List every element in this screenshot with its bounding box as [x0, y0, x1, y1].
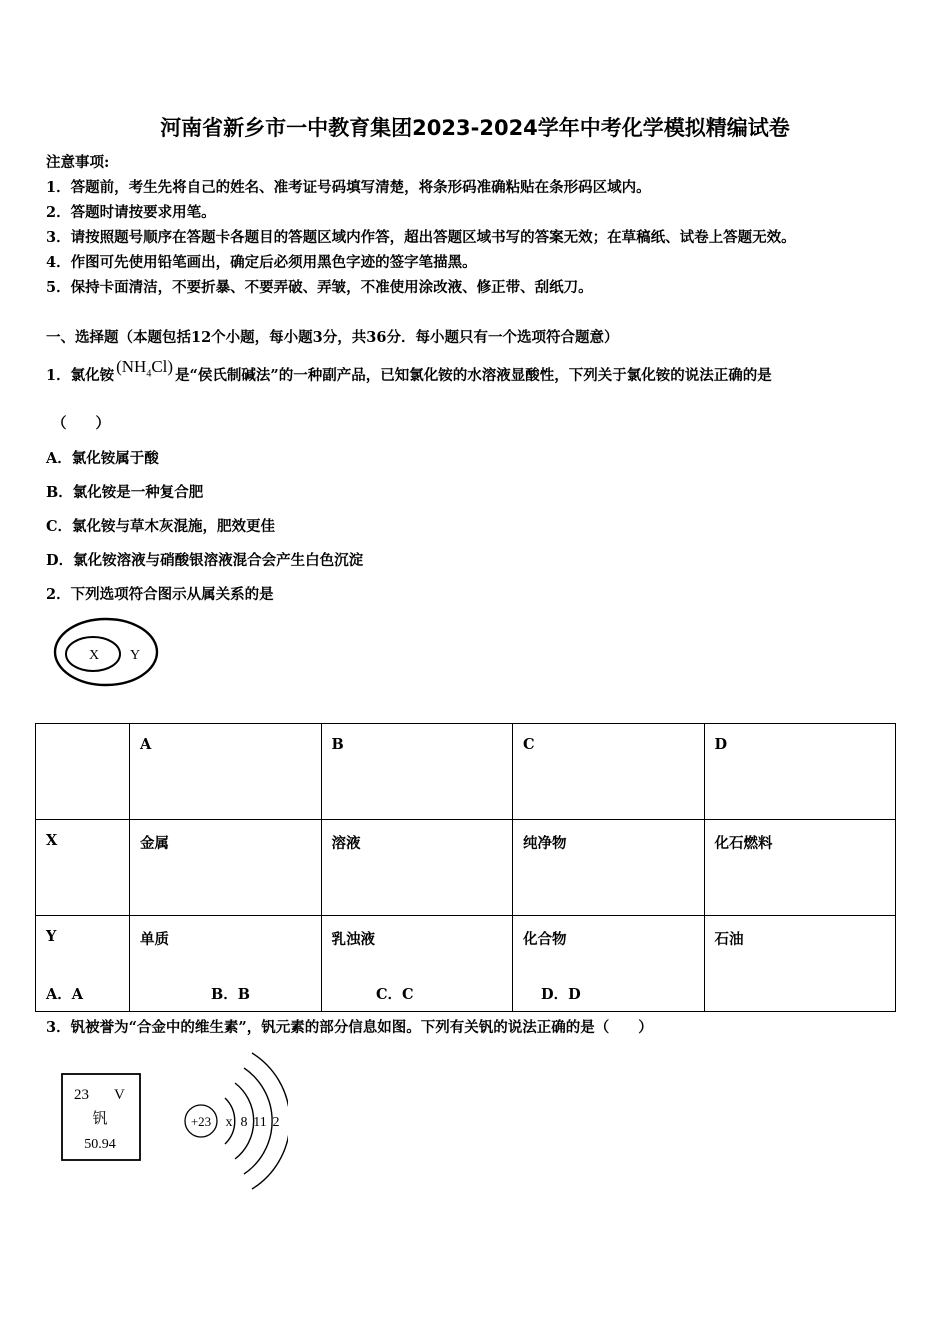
page-title: 河南省新乡市一中教育集团2023-2024学年中考化学模拟精编试卷	[160, 116, 790, 140]
table-cell: 乳浊液	[321, 916, 513, 1012]
venn-outer-label: Y	[129, 648, 141, 663]
answer-paren: （ ）	[52, 415, 110, 432]
table-cell: 石油	[704, 916, 896, 1012]
nuclear-charge: +23	[190, 1114, 212, 1129]
note-item: 3．请按照题号顺序在答题卡各题目的答题区域内作答，超出答题区域书写的答案无效；在草稿纸、试卷上答题无效。	[46, 229, 796, 246]
table-cell: 化合物	[513, 916, 705, 1012]
outer-ellipse	[55, 619, 157, 685]
venn-inner-label: X	[88, 648, 100, 663]
option-d: D．氯化铵溶液与硝酸银溶液混合会产生白色沉淀	[46, 552, 364, 569]
atomic-number: 23	[74, 1087, 89, 1103]
shell-4-count: 2	[272, 1115, 280, 1130]
q2-answers	[46, 983, 581, 1004]
question-3-stem: 3．钒被誉为“合金中的维生素”，钒元素的部分信息如图。下列有关钒的说法正确的是（ ）	[46, 1019, 653, 1036]
table-cell: 纯净物	[513, 820, 705, 916]
table-cell: 化石燃料	[704, 820, 896, 916]
venn-diagram	[50, 616, 170, 691]
table-cell: Y	[36, 916, 130, 1012]
table-cell: X	[36, 820, 130, 916]
option-a: A．氯化铵属于酸	[46, 450, 159, 467]
answer-a: A．A	[46, 986, 84, 1003]
note-item: 2．答题时请按要求用笔。	[46, 204, 216, 221]
table-row	[36, 724, 896, 820]
element-symbol: V	[114, 1087, 125, 1103]
q1-suffix: 是“侯氏制碱法”的一种副产品，已知氯化铵的水溶液显酸性，下列关于氯化铵的说法正确的是	[175, 367, 772, 384]
atomic-structure-diagram	[178, 1046, 288, 1194]
question-1-stem	[46, 357, 772, 387]
table-cell: 溶液	[321, 820, 513, 916]
nh4cl-formula: $(NH_4Cl)$	[116, 357, 174, 380]
option-c: C．氯化铵与草木灰混施，肥效更佳	[46, 518, 276, 535]
answer-b: B．B	[211, 986, 251, 1003]
option-b: B．氯化铵是一种复合肥	[46, 484, 204, 501]
notes-heading: 注意事项:	[46, 154, 110, 171]
table-cell: B	[321, 724, 513, 820]
answer-d: D．D	[541, 986, 581, 1003]
options-table	[35, 723, 896, 1012]
table-cell: D	[704, 724, 896, 820]
element-name: 钒	[92, 1109, 108, 1127]
table-cell: 单质	[130, 916, 322, 1012]
table-cell	[36, 724, 130, 820]
atomic-mass: 50.94	[84, 1137, 116, 1152]
shell-1-count: x	[225, 1115, 233, 1130]
table-cell: 金属	[130, 820, 322, 916]
note-item: 1．答题前，考生先将自己的姓名、准考证号码填写清楚，将条形码准确粘贴在条形码区域内。	[46, 179, 651, 196]
section-heading: 一、选择题（本题包括12个小题，每小题3分，共36分．每小题只有一个选项符合题意）	[46, 329, 619, 346]
table-cell: A	[130, 724, 322, 820]
shell-3-count: 11	[253, 1115, 267, 1130]
note-item: 4．作图可先使用铅笔画出，确定后必须用黑色字迹的签字笔描黑。	[46, 254, 477, 271]
table-cell: C	[513, 724, 705, 820]
note-item: 5．保持卡面清洁，不要折暴、不要弄破、弄皱，不准使用涂改液、修正带、刮纸刀。	[46, 279, 593, 296]
q1-prefix: 1．氯化铵	[46, 367, 115, 384]
shell-2-count: 8	[240, 1115, 248, 1130]
answer-c: C．C	[376, 986, 414, 1003]
question-2-stem: 2．下列选项符合图示从属关系的是	[46, 586, 274, 603]
table-row	[36, 820, 896, 916]
element-card	[60, 1072, 144, 1164]
